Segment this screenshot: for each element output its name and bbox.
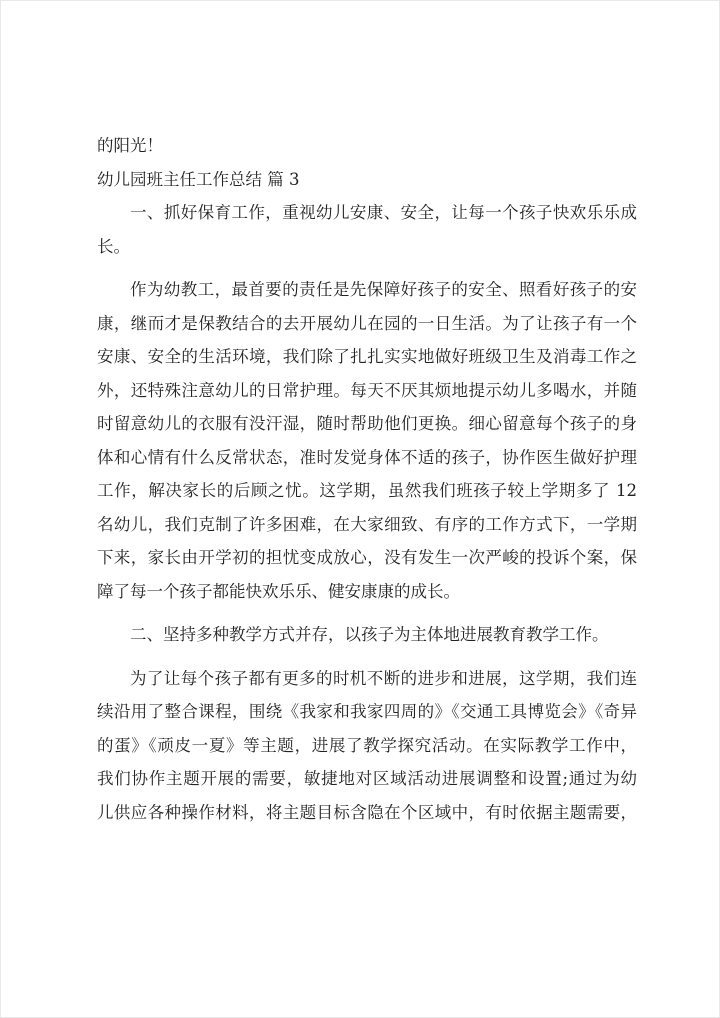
paragraph-line: 我们协作主题开展的需要，敏捷地对区域活动进展调整和设置;通过为幼	[97, 769, 637, 788]
paragraph-line: 康，继而才是保教结合的去开展幼儿在园的一日生活。为了让孩子有一个	[97, 313, 637, 333]
paragraph-line: 为了让每个孩子都有更多的时机不断的进步和进展，这学期，我们连	[130, 668, 637, 688]
paragraph-line: 时留意幼儿的衣服有没汗湿，随时帮助他们更换。细心留意每个孩子的身	[97, 414, 637, 433]
opening-line: 的阳光！	[97, 136, 163, 155]
paragraph-line: 外，还特殊注意幼儿的日常护理。每天不厌其烦地提示幼儿多喝水，并随	[97, 380, 637, 400]
document-body	[97, 129, 637, 829]
paragraph-line: 续沿用了整合课程，围绕《我家和我家四周的》《交通工具博览会》《奇异	[97, 702, 637, 721]
paragraph-line: 障了每一个孩子都能快欢乐乐、健安康康的成长。	[97, 581, 460, 601]
paragraph-line: 一、抓好保育工作，重视幼儿安康、安全，让每一个孩子快欢乐乐成	[130, 203, 637, 222]
paragraph-line: 安康、安全的生活环境，我们除了扎扎实实地做好班级卫生及消毒工作之	[97, 347, 637, 366]
paragraph-1	[97, 196, 637, 263]
section-title: 幼儿园班主任工作总结 篇 3	[97, 169, 300, 189]
paragraph-line: 的蛋》《顽皮一夏》等主题，进展了教学探究活动。在实际教学工作中，	[97, 735, 637, 755]
paragraph-line: 体和心情有什么反常状态，准时发觉身体不适的孩子，协作医生做好护理	[97, 447, 637, 467]
paragraph-line: 长。	[97, 236, 130, 256]
paragraph-line: 作为幼教工，最首要的责任是先保障好孩子的安全、照看好孩子的安	[130, 280, 637, 299]
paragraph-line: 下来，家长由开学初的担忧变成放心，没有发生一次严峻的投诉个案，保	[97, 548, 637, 567]
paragraph-line: 二、坚持多种教学方式并存，以孩子为主体地进展教育教学工作。	[130, 625, 609, 644]
paragraph-3	[97, 618, 637, 652]
paragraph-2	[97, 273, 637, 608]
paragraph-line: 工作，解决家长的后顾之忧。这学期，虽然我们班孩子较上学期多了 12	[97, 481, 637, 500]
paragraph-4	[97, 662, 637, 830]
paragraph-line: 儿供应各种操作材料，将主题目标含隐在个区域中，有时依据主题需要，	[97, 802, 637, 822]
paragraph-line: 名幼儿，我们克制了许多困难，在大家细致、有序的工作方式下，一学期	[97, 514, 637, 534]
